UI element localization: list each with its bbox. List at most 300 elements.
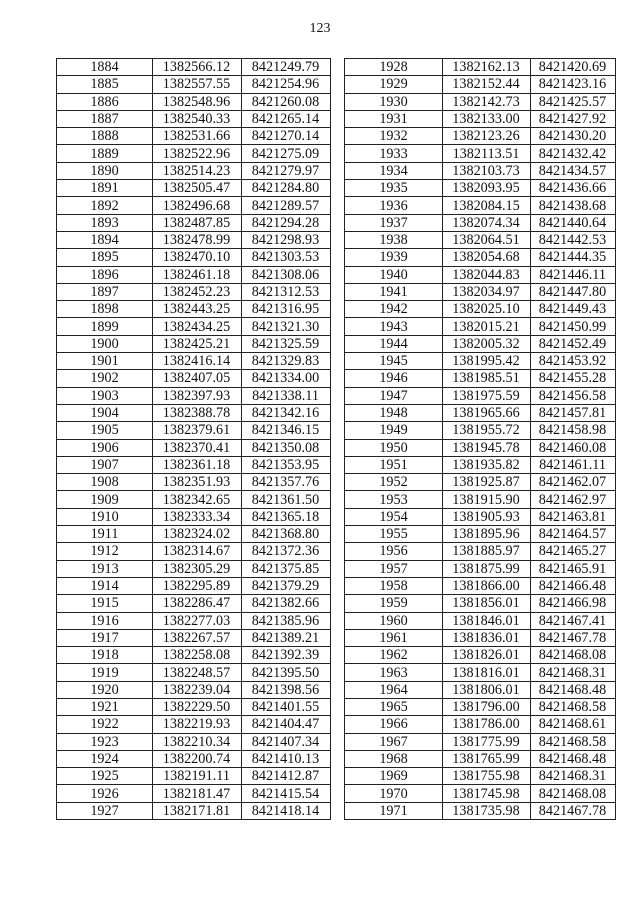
coordinate-y-cell: 8421298.93 xyxy=(242,231,331,248)
coordinate-x-cell: 1382531.66 xyxy=(153,128,242,145)
table-row xyxy=(345,474,616,491)
coordinate-x-cell: 1382277.03 xyxy=(153,612,242,629)
coordinate-x-cell: 1382514.23 xyxy=(153,162,242,179)
point-number-cell: 1919 xyxy=(57,664,153,681)
point-number-cell: 1923 xyxy=(57,733,153,750)
coordinate-y-cell: 8421398.56 xyxy=(242,681,331,698)
table-row xyxy=(57,249,331,266)
coordinate-x-cell: 1381786.00 xyxy=(443,716,531,733)
table-row xyxy=(345,266,616,283)
point-number-cell: 1884 xyxy=(57,59,153,76)
point-number-cell: 1928 xyxy=(345,59,443,76)
coordinate-y-cell: 8421468.61 xyxy=(531,716,616,733)
coordinate-y-cell: 8421444.35 xyxy=(531,249,616,266)
coordinate-x-cell: 1382361.18 xyxy=(153,456,242,473)
point-number-cell: 1968 xyxy=(345,750,443,767)
coordinate-x-cell: 1382397.93 xyxy=(153,387,242,404)
coordinate-y-cell: 8421368.80 xyxy=(242,526,331,543)
coordinate-x-cell: 1382200.74 xyxy=(153,750,242,767)
coordinate-y-cell: 8421346.15 xyxy=(242,422,331,439)
point-number-cell: 1962 xyxy=(345,647,443,664)
coordinate-y-cell: 8421467.41 xyxy=(531,612,616,629)
point-number-cell: 1896 xyxy=(57,266,153,283)
table-row xyxy=(57,214,331,231)
table-row xyxy=(57,595,331,612)
point-number-cell: 1930 xyxy=(345,93,443,110)
table-row xyxy=(57,491,331,508)
coordinate-x-cell: 1382434.25 xyxy=(153,318,242,335)
point-number-cell: 1904 xyxy=(57,404,153,421)
point-number-cell: 1887 xyxy=(57,110,153,127)
table-row xyxy=(57,318,331,335)
table-row xyxy=(57,526,331,543)
coordinate-y-cell: 8421438.68 xyxy=(531,197,616,214)
coordinate-x-cell: 1382171.81 xyxy=(153,802,242,819)
coordinate-y-cell: 8421316.95 xyxy=(242,301,331,318)
coordinate-y-cell: 8421404.47 xyxy=(242,716,331,733)
coordinate-y-cell: 8421466.48 xyxy=(531,577,616,594)
coordinate-y-cell: 8421357.76 xyxy=(242,474,331,491)
coordinate-y-cell: 8421423.16 xyxy=(531,76,616,93)
coordinate-x-cell: 1382286.47 xyxy=(153,595,242,612)
coordinate-x-cell: 1381945.78 xyxy=(443,439,531,456)
point-number-cell: 1901 xyxy=(57,353,153,370)
table-row xyxy=(345,249,616,266)
table-row xyxy=(57,266,331,283)
coordinate-x-cell: 1382239.04 xyxy=(153,681,242,698)
coordinate-x-cell: 1382123.26 xyxy=(443,128,531,145)
coordinate-x-cell: 1382425.21 xyxy=(153,335,242,352)
table-row xyxy=(345,231,616,248)
coordinate-x-cell: 1382133.00 xyxy=(443,110,531,127)
coordinate-y-cell: 8421447.80 xyxy=(531,283,616,300)
coordinate-y-cell: 8421270.14 xyxy=(242,128,331,145)
point-number-cell: 1909 xyxy=(57,491,153,508)
page-number: 123 xyxy=(309,21,331,36)
table-row xyxy=(345,404,616,421)
coordinate-x-cell: 1382248.57 xyxy=(153,664,242,681)
coordinate-y-cell: 8421395.50 xyxy=(242,664,331,681)
table-row xyxy=(57,785,331,802)
coordinate-x-cell: 1381806.01 xyxy=(443,681,531,698)
table-row xyxy=(57,681,331,698)
coordinate-x-cell: 1382113.51 xyxy=(443,145,531,162)
coordinate-x-cell: 1382522.96 xyxy=(153,145,242,162)
point-number-cell: 1899 xyxy=(57,318,153,335)
table-row xyxy=(345,768,616,785)
coordinate-x-cell: 1382416.14 xyxy=(153,353,242,370)
coordinate-x-cell: 1381735.98 xyxy=(443,802,531,819)
point-number-cell: 1951 xyxy=(345,456,443,473)
coordinate-x-cell: 1381965.66 xyxy=(443,404,531,421)
table-row xyxy=(345,733,616,750)
point-number-cell: 1886 xyxy=(57,93,153,110)
point-number-cell: 1937 xyxy=(345,214,443,231)
coordinate-y-cell: 8421361.50 xyxy=(242,491,331,508)
table-row xyxy=(57,474,331,491)
coordinate-y-cell: 8421467.78 xyxy=(531,629,616,646)
point-number-cell: 1938 xyxy=(345,231,443,248)
table-row xyxy=(57,508,331,525)
coordinate-y-cell: 8421468.08 xyxy=(531,785,616,802)
table-row xyxy=(57,335,331,352)
coordinate-x-cell: 1382443.25 xyxy=(153,301,242,318)
table-row xyxy=(345,543,616,560)
table-row xyxy=(57,733,331,750)
point-number-cell: 1956 xyxy=(345,543,443,560)
coordinate-x-cell: 1381816.01 xyxy=(443,664,531,681)
table-row xyxy=(57,456,331,473)
coordinate-y-cell: 8421265.14 xyxy=(242,110,331,127)
coordinate-y-cell: 8421463.81 xyxy=(531,508,616,525)
coordinate-x-cell: 1382258.08 xyxy=(153,647,242,664)
coordinate-x-cell: 1381856.01 xyxy=(443,595,531,612)
point-number-cell: 1908 xyxy=(57,474,153,491)
coordinate-x-cell: 1382103.73 xyxy=(443,162,531,179)
table-row xyxy=(345,802,616,819)
table-row xyxy=(57,422,331,439)
coordinate-x-cell: 1382557.55 xyxy=(153,76,242,93)
table-row xyxy=(57,750,331,767)
point-number-cell: 1903 xyxy=(57,387,153,404)
point-number-cell: 1924 xyxy=(57,750,153,767)
coordinate-y-cell: 8421434.57 xyxy=(531,162,616,179)
coordinate-y-cell: 8421453.92 xyxy=(531,353,616,370)
coordinate-x-cell: 1382566.12 xyxy=(153,59,242,76)
coordinate-y-cell: 8421412.87 xyxy=(242,768,331,785)
coordinate-x-cell: 1382478.99 xyxy=(153,231,242,248)
coordinate-x-cell: 1382064.51 xyxy=(443,231,531,248)
point-number-cell: 1891 xyxy=(57,180,153,197)
coordinate-x-cell: 1381985.51 xyxy=(443,370,531,387)
coordinate-x-cell: 1381775.99 xyxy=(443,733,531,750)
coordinate-y-cell: 8421275.09 xyxy=(242,145,331,162)
coordinate-x-cell: 1382305.29 xyxy=(153,560,242,577)
point-number-cell: 1912 xyxy=(57,543,153,560)
coordinate-y-cell: 8421338.11 xyxy=(242,387,331,404)
coordinate-x-cell: 1382379.61 xyxy=(153,422,242,439)
coordinate-y-cell: 8421455.28 xyxy=(531,370,616,387)
table-row xyxy=(345,595,616,612)
coordinate-y-cell: 8421468.58 xyxy=(531,733,616,750)
coordinate-y-cell: 8421254.96 xyxy=(242,76,331,93)
table-row xyxy=(57,647,331,664)
table-row xyxy=(345,335,616,352)
coordinate-x-cell: 1382191.11 xyxy=(153,768,242,785)
coordinate-y-cell: 8421260.08 xyxy=(242,93,331,110)
point-number-cell: 1897 xyxy=(57,283,153,300)
coordinate-x-cell: 1382093.95 xyxy=(443,180,531,197)
coordinate-y-cell: 8421303.53 xyxy=(242,249,331,266)
point-number-cell: 1885 xyxy=(57,76,153,93)
point-number-cell: 1933 xyxy=(345,145,443,162)
coordinate-x-cell: 1382005.32 xyxy=(443,335,531,352)
point-number-cell: 1943 xyxy=(345,318,443,335)
point-number-cell: 1940 xyxy=(345,266,443,283)
coordinate-x-cell: 1382314.67 xyxy=(153,543,242,560)
coordinate-y-cell: 8421379.29 xyxy=(242,577,331,594)
table-row xyxy=(345,214,616,231)
point-number-cell: 1960 xyxy=(345,612,443,629)
point-number-cell: 1935 xyxy=(345,180,443,197)
coordinate-x-cell: 1382452.23 xyxy=(153,283,242,300)
point-number-cell: 1918 xyxy=(57,647,153,664)
coordinate-y-cell: 8421289.57 xyxy=(242,197,331,214)
table-row xyxy=(57,128,331,145)
coordinate-x-cell: 1381925.87 xyxy=(443,474,531,491)
point-number-cell: 1913 xyxy=(57,560,153,577)
point-number-cell: 1966 xyxy=(345,716,443,733)
coordinate-y-cell: 8421321.30 xyxy=(242,318,331,335)
coordinate-x-cell: 1381895.96 xyxy=(443,526,531,543)
table-row xyxy=(345,180,616,197)
coordinate-x-cell: 1381796.00 xyxy=(443,698,531,715)
coordinate-x-cell: 1382210.34 xyxy=(153,733,242,750)
point-number-cell: 1970 xyxy=(345,785,443,802)
coordinate-y-cell: 8421468.31 xyxy=(531,664,616,681)
coordinate-x-cell: 1381745.98 xyxy=(443,785,531,802)
coordinate-x-cell: 1382470.10 xyxy=(153,249,242,266)
coordinate-x-cell: 1382152.44 xyxy=(443,76,531,93)
point-number-cell: 1958 xyxy=(345,577,443,594)
table-row xyxy=(57,353,331,370)
coordinate-y-cell: 8421430.20 xyxy=(531,128,616,145)
coordinate-y-cell: 8421308.06 xyxy=(242,266,331,283)
point-number-cell: 1910 xyxy=(57,508,153,525)
coordinate-y-cell: 8421461.11 xyxy=(531,456,616,473)
point-number-cell: 1967 xyxy=(345,733,443,750)
table-row xyxy=(345,76,616,93)
coordinate-y-cell: 8421365.18 xyxy=(242,508,331,525)
point-number-cell: 1942 xyxy=(345,301,443,318)
coordinate-y-cell: 8421456.58 xyxy=(531,387,616,404)
coordinate-x-cell: 1382181.47 xyxy=(153,785,242,802)
coordinate-x-cell: 1381826.01 xyxy=(443,647,531,664)
point-number-cell: 1939 xyxy=(345,249,443,266)
table-row xyxy=(57,162,331,179)
coordinate-y-cell: 8421407.34 xyxy=(242,733,331,750)
table-row xyxy=(57,110,331,127)
coordinate-x-cell: 1381875.99 xyxy=(443,560,531,577)
table-row xyxy=(345,750,616,767)
table-row xyxy=(345,629,616,646)
coordinate-y-cell: 8421446.11 xyxy=(531,266,616,283)
point-number-cell: 1947 xyxy=(345,387,443,404)
table-row xyxy=(57,439,331,456)
coordinate-x-cell: 1382461.18 xyxy=(153,266,242,283)
coordinate-x-cell: 1382044.83 xyxy=(443,266,531,283)
coordinate-y-cell: 8421385.96 xyxy=(242,612,331,629)
table-row xyxy=(345,283,616,300)
coordinate-y-cell: 8421418.14 xyxy=(242,802,331,819)
point-number-cell: 1969 xyxy=(345,768,443,785)
coordinate-y-cell: 8421465.27 xyxy=(531,543,616,560)
coordinate-y-cell: 8421440.64 xyxy=(531,214,616,231)
coordinate-y-cell: 8421468.08 xyxy=(531,647,616,664)
coordinate-x-cell: 1382505.47 xyxy=(153,180,242,197)
coordinates-table-left xyxy=(56,58,331,820)
coordinate-y-cell: 8421427.92 xyxy=(531,110,616,127)
point-number-cell: 1946 xyxy=(345,370,443,387)
coordinate-y-cell: 8421458.98 xyxy=(531,422,616,439)
coordinate-y-cell: 8421353.95 xyxy=(242,456,331,473)
point-number-cell: 1927 xyxy=(57,802,153,819)
point-number-cell: 1895 xyxy=(57,249,153,266)
coordinate-x-cell: 1382267.57 xyxy=(153,629,242,646)
table-row xyxy=(57,698,331,715)
coordinates-table-right xyxy=(344,58,616,820)
point-number-cell: 1961 xyxy=(345,629,443,646)
coordinate-x-cell: 1381955.72 xyxy=(443,422,531,439)
point-number-cell: 1920 xyxy=(57,681,153,698)
table-row xyxy=(57,370,331,387)
coordinate-x-cell: 1382054.68 xyxy=(443,249,531,266)
coordinate-y-cell: 8421420.69 xyxy=(531,59,616,76)
coordinate-y-cell: 8421468.31 xyxy=(531,768,616,785)
point-number-cell: 1944 xyxy=(345,335,443,352)
coordinate-y-cell: 8421415.54 xyxy=(242,785,331,802)
point-number-cell: 1889 xyxy=(57,145,153,162)
point-number-cell: 1906 xyxy=(57,439,153,456)
table-row xyxy=(345,577,616,594)
coordinate-y-cell: 8421467.78 xyxy=(531,802,616,819)
table-row xyxy=(345,59,616,76)
coordinate-x-cell: 1382388.78 xyxy=(153,404,242,421)
coordinate-x-cell: 1381755.98 xyxy=(443,768,531,785)
table-row xyxy=(345,560,616,577)
table-row xyxy=(345,370,616,387)
coordinate-y-cell: 8421294.28 xyxy=(242,214,331,231)
table-row xyxy=(345,422,616,439)
coordinate-y-cell: 8421462.97 xyxy=(531,491,616,508)
coordinate-x-cell: 1381846.01 xyxy=(443,612,531,629)
coordinate-y-cell: 8421457.81 xyxy=(531,404,616,421)
coordinate-y-cell: 8421450.99 xyxy=(531,318,616,335)
table-row xyxy=(345,110,616,127)
coordinate-y-cell: 8421334.00 xyxy=(242,370,331,387)
table-row xyxy=(57,76,331,93)
table-row xyxy=(57,629,331,646)
point-number-cell: 1932 xyxy=(345,128,443,145)
table-row xyxy=(345,162,616,179)
coordinate-y-cell: 8421249.79 xyxy=(242,59,331,76)
coordinate-x-cell: 1382333.34 xyxy=(153,508,242,525)
coordinate-y-cell: 8421468.58 xyxy=(531,698,616,715)
point-number-cell: 1907 xyxy=(57,456,153,473)
coordinate-x-cell: 1382487.85 xyxy=(153,214,242,231)
coordinate-x-cell: 1382025.10 xyxy=(443,301,531,318)
table-row xyxy=(345,197,616,214)
coordinate-x-cell: 1381915.90 xyxy=(443,491,531,508)
table-row xyxy=(57,716,331,733)
table-row xyxy=(345,508,616,525)
point-number-cell: 1892 xyxy=(57,197,153,214)
coordinate-x-cell: 1381836.01 xyxy=(443,629,531,646)
coordinate-x-cell: 1382034.97 xyxy=(443,283,531,300)
point-number-cell: 1971 xyxy=(345,802,443,819)
point-number-cell: 1957 xyxy=(345,560,443,577)
table-row xyxy=(57,93,331,110)
table-row xyxy=(57,768,331,785)
table-row xyxy=(345,647,616,664)
point-number-cell: 1921 xyxy=(57,698,153,715)
table-row xyxy=(57,543,331,560)
coordinate-y-cell: 8421468.48 xyxy=(531,681,616,698)
point-number-cell: 1959 xyxy=(345,595,443,612)
table-row xyxy=(57,197,331,214)
coordinate-y-cell: 8421460.08 xyxy=(531,439,616,456)
point-number-cell: 1915 xyxy=(57,595,153,612)
point-number-cell: 1894 xyxy=(57,231,153,248)
table-row xyxy=(57,387,331,404)
table-row xyxy=(345,716,616,733)
table-row xyxy=(57,231,331,248)
table-row xyxy=(345,681,616,698)
point-number-cell: 1888 xyxy=(57,128,153,145)
table-row xyxy=(345,318,616,335)
table-row xyxy=(57,560,331,577)
coordinate-y-cell: 8421372.36 xyxy=(242,543,331,560)
table-row xyxy=(57,145,331,162)
coordinate-x-cell: 1382142.73 xyxy=(443,93,531,110)
coordinate-y-cell: 8421449.43 xyxy=(531,301,616,318)
coordinate-x-cell: 1381935.82 xyxy=(443,456,531,473)
coordinate-x-cell: 1381905.93 xyxy=(443,508,531,525)
point-number-cell: 1902 xyxy=(57,370,153,387)
table-row xyxy=(57,283,331,300)
coordinate-y-cell: 8421284.80 xyxy=(242,180,331,197)
coordinate-y-cell: 8421462.07 xyxy=(531,474,616,491)
point-number-cell: 1965 xyxy=(345,698,443,715)
point-number-cell: 1925 xyxy=(57,768,153,785)
point-number-cell: 1955 xyxy=(345,526,443,543)
coordinate-y-cell: 8421329.83 xyxy=(242,353,331,370)
point-number-cell: 1964 xyxy=(345,681,443,698)
table-row xyxy=(345,353,616,370)
point-number-cell: 1916 xyxy=(57,612,153,629)
coordinate-x-cell: 1382407.05 xyxy=(153,370,242,387)
point-number-cell: 1926 xyxy=(57,785,153,802)
table-row xyxy=(345,664,616,681)
coordinate-x-cell: 1381765.99 xyxy=(443,750,531,767)
coordinate-y-cell: 8421432.42 xyxy=(531,145,616,162)
point-number-cell: 1922 xyxy=(57,716,153,733)
coordinate-y-cell: 8421325.59 xyxy=(242,335,331,352)
coordinate-y-cell: 8421464.57 xyxy=(531,526,616,543)
point-number-cell: 1931 xyxy=(345,110,443,127)
coordinate-y-cell: 8421342.16 xyxy=(242,404,331,421)
point-number-cell: 1950 xyxy=(345,439,443,456)
table-row xyxy=(345,145,616,162)
coordinate-x-cell: 1382162.13 xyxy=(443,59,531,76)
coordinate-x-cell: 1381885.97 xyxy=(443,543,531,560)
table-row xyxy=(57,59,331,76)
coordinate-y-cell: 8421401.55 xyxy=(242,698,331,715)
table-row xyxy=(57,802,331,819)
coordinate-y-cell: 8421466.98 xyxy=(531,595,616,612)
point-number-cell: 1890 xyxy=(57,162,153,179)
point-number-cell: 1948 xyxy=(345,404,443,421)
point-number-cell: 1936 xyxy=(345,197,443,214)
table-row xyxy=(345,128,616,145)
point-number-cell: 1898 xyxy=(57,301,153,318)
point-number-cell: 1917 xyxy=(57,629,153,646)
coordinate-x-cell: 1382074.34 xyxy=(443,214,531,231)
coordinate-y-cell: 8421350.08 xyxy=(242,439,331,456)
coordinate-y-cell: 8421468.48 xyxy=(531,750,616,767)
table-row xyxy=(345,491,616,508)
table-row xyxy=(345,785,616,802)
